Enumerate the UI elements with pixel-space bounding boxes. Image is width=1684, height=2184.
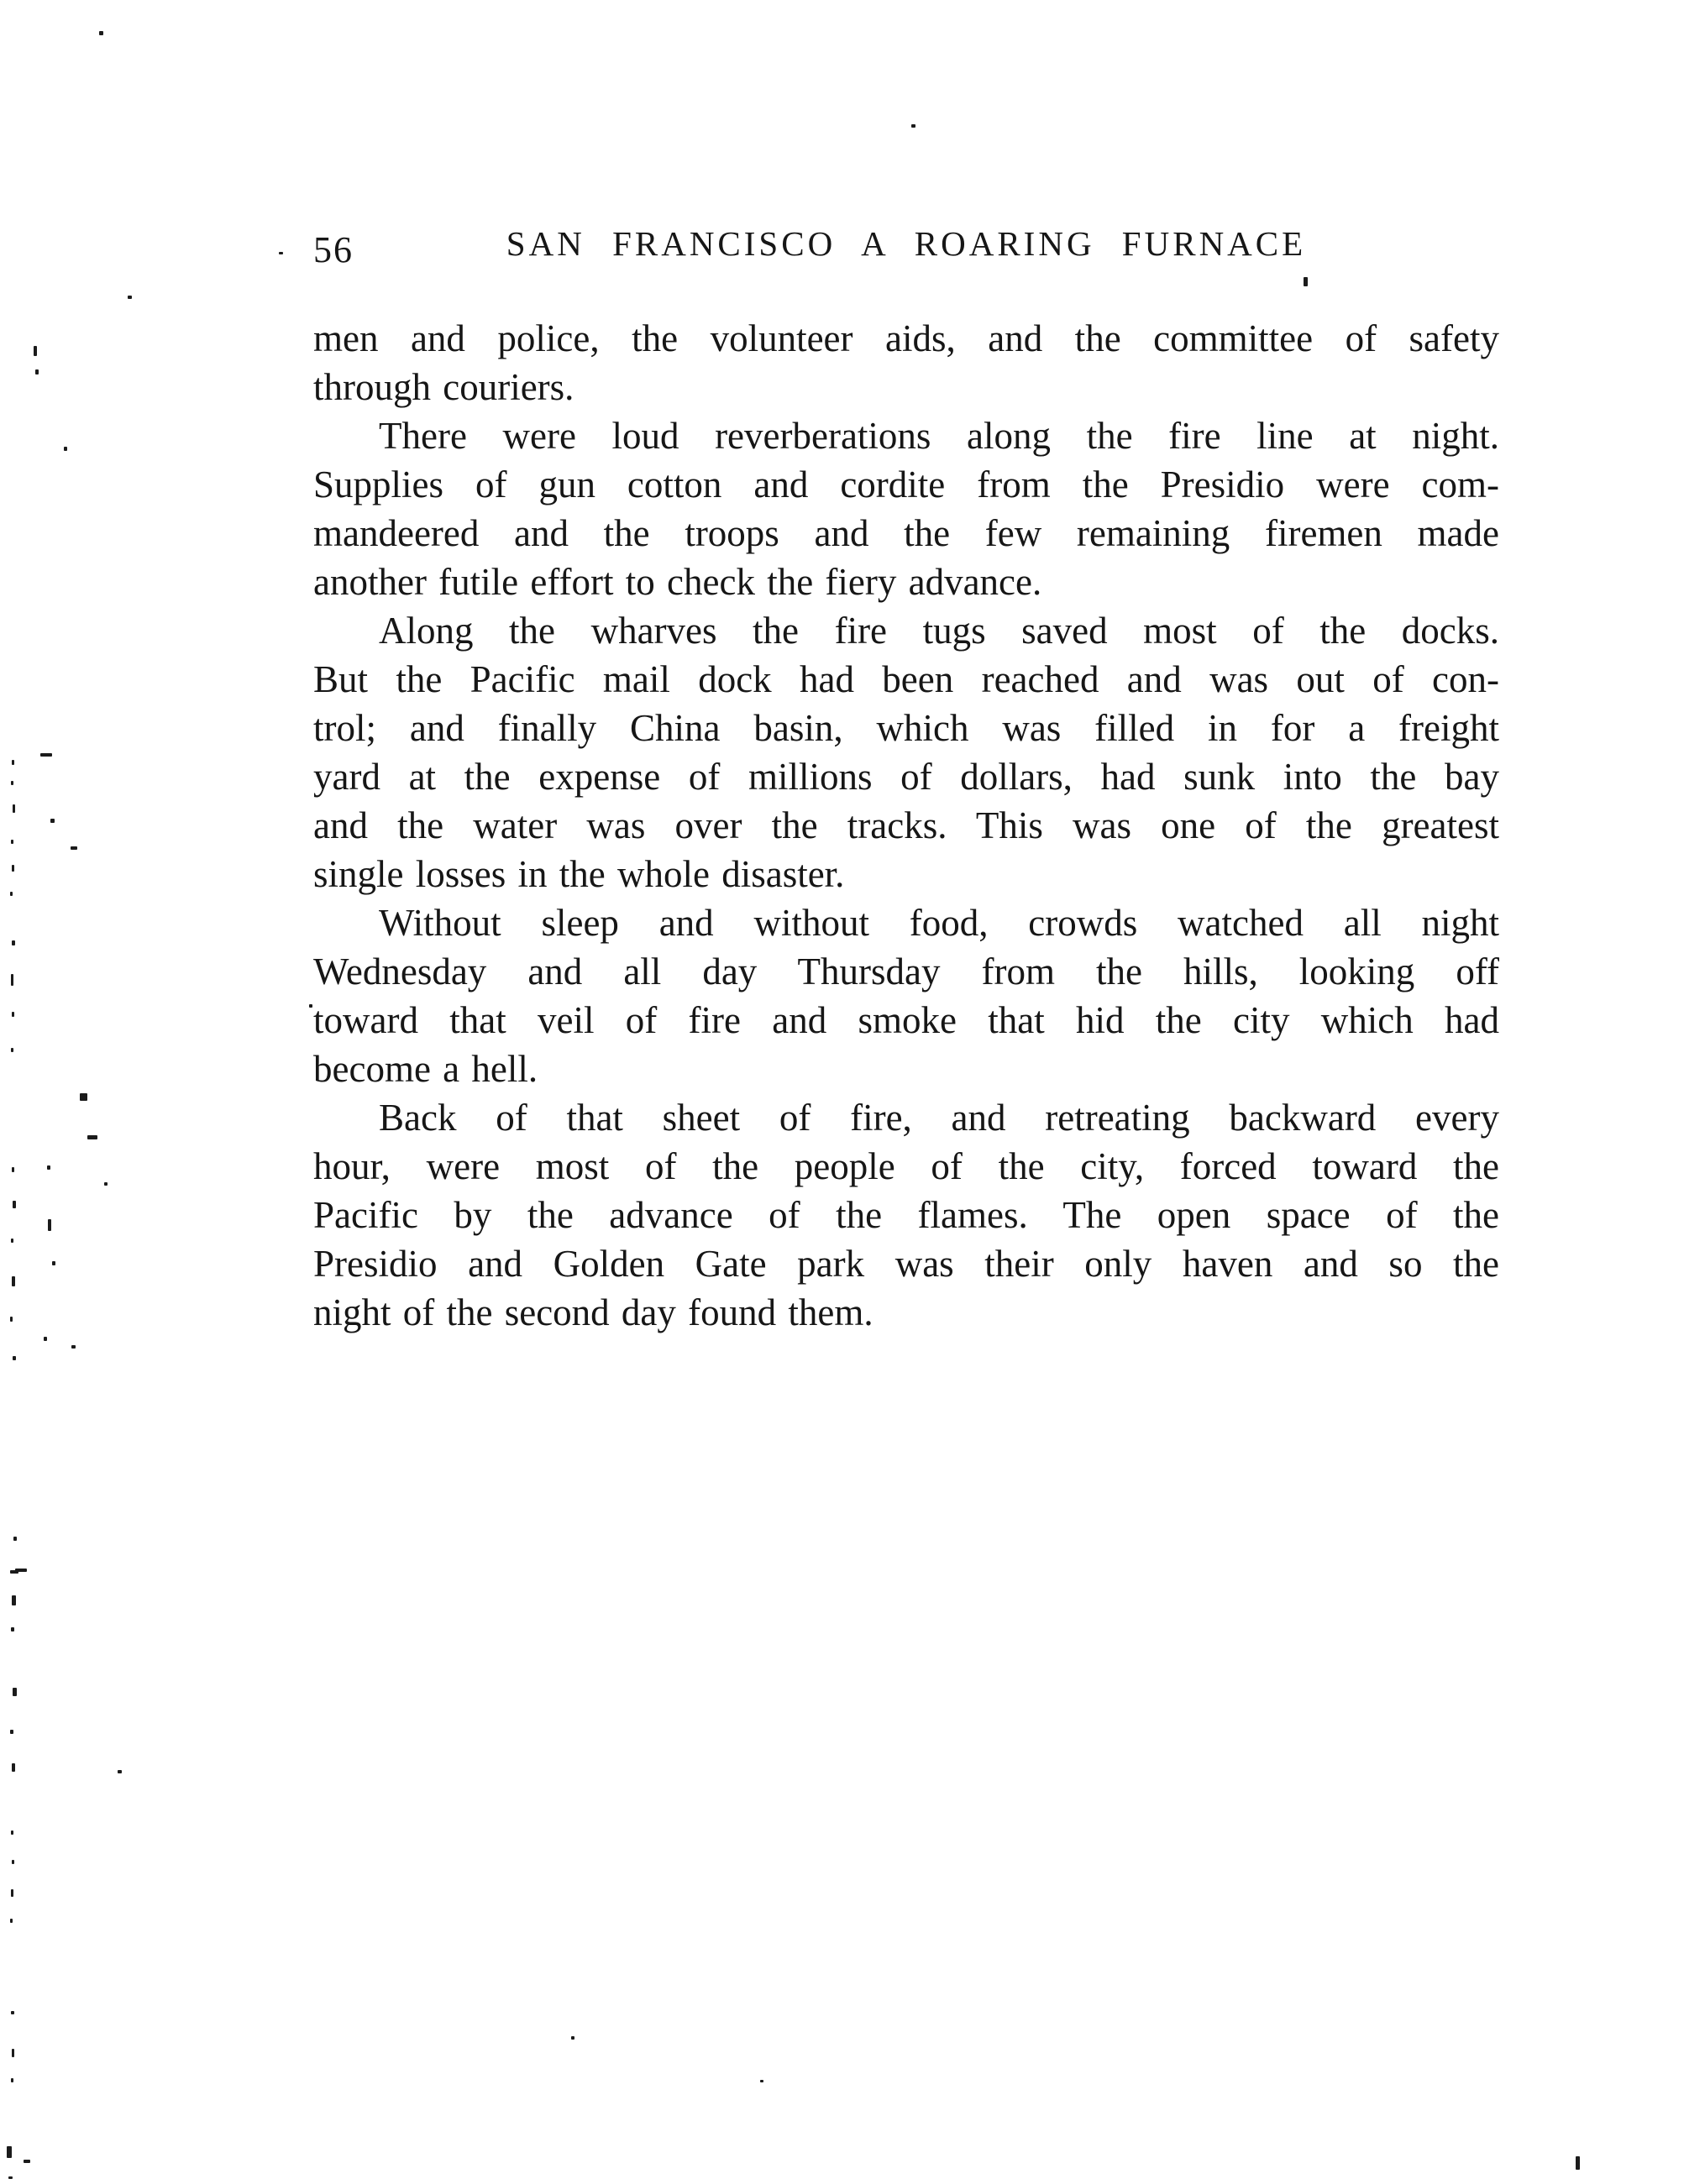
page-header xyxy=(313,223,1499,275)
scan-speckle xyxy=(15,1569,27,1572)
scan-speckle xyxy=(11,2011,14,2014)
text-line: mandeered and the troops and the few remaining firemen made xyxy=(313,512,1499,554)
scan-speckle xyxy=(44,1337,47,1341)
scan-speckle xyxy=(12,2049,14,2057)
text-line: night of the second day found them. xyxy=(313,1291,873,1333)
text-line: Back of that sheet of fire, and retreating backward every xyxy=(379,1097,1499,1139)
scan-speckle xyxy=(12,1276,15,1286)
running-header: SAN FRANCISCO A ROARING FURNACE xyxy=(506,224,1307,263)
scan-speckle xyxy=(50,819,55,823)
scan-speckle xyxy=(1576,2156,1580,2170)
scan-speckle xyxy=(104,1182,108,1186)
scan-speckle xyxy=(11,840,13,844)
text-line: Without sleep and without food, crowds watched all night xyxy=(379,902,1499,944)
scan-speckle xyxy=(12,1167,14,1172)
scan-speckle xyxy=(11,1627,14,1631)
scan-speckle xyxy=(13,1356,16,1360)
scan-speckle xyxy=(40,753,52,757)
scan-speckle xyxy=(309,1004,312,1008)
scan-speckle xyxy=(12,1763,15,1772)
text-line: Pacific by the advance of the flames. The open space of the xyxy=(313,1194,1499,1236)
text-line: yard at the expense of millions of dollars, had sunk into the bay xyxy=(313,756,1499,798)
text-line: hour, were most of the people of the city, forced toward the xyxy=(313,1145,1499,1187)
scan-speckle xyxy=(10,1919,13,1923)
scan-speckle xyxy=(12,1860,14,1864)
scan-speckle xyxy=(8,2176,13,2179)
scan-speckle xyxy=(11,1889,13,1897)
scan-speckle xyxy=(10,1317,13,1322)
paragraph xyxy=(313,898,1499,1093)
page-body xyxy=(313,314,1499,1337)
scan-speckle xyxy=(34,346,37,356)
text-line: another futile effort to check the fiery advance. xyxy=(313,561,1042,603)
scan-speckle xyxy=(71,846,77,850)
scan-speckle xyxy=(279,252,283,254)
scan-speckle xyxy=(12,1012,14,1017)
scan-speckle xyxy=(12,865,14,872)
scan-speckle xyxy=(24,2160,30,2163)
text-line: Supplies of gun cotton and cordite from the Presidio were com- xyxy=(313,464,1499,505)
scan-speckle xyxy=(571,2036,574,2040)
scan-speckle xyxy=(35,369,39,374)
scan-speckle xyxy=(13,1688,17,1696)
scan-speckle xyxy=(13,1537,17,1541)
text-line: through couriers. xyxy=(313,366,574,408)
scan-speckle xyxy=(11,2078,13,2082)
text-line: trol; and finally China basin, which was filled in for a freight xyxy=(313,707,1499,749)
scan-speckle xyxy=(12,1595,16,1605)
text-block xyxy=(313,223,1499,1337)
scan-speckle xyxy=(87,1135,97,1139)
text-line: men and police, the volunteer aids, and the committee of safety xyxy=(313,317,1499,359)
scan-speckle xyxy=(7,2146,12,2158)
scan-speckle xyxy=(12,760,14,765)
text-line: There were loud reverberations along the fire line at night. xyxy=(379,415,1499,457)
text-line: Along the wharves the fire tugs saved most of the docks. xyxy=(379,610,1499,652)
scan-speckle xyxy=(13,1201,16,1208)
page-number: 56 xyxy=(313,229,354,270)
scan-speckle xyxy=(118,1770,122,1773)
text-line: and the water was over the tracks. This was one of the greatest xyxy=(313,804,1499,846)
scan-speckle xyxy=(10,1730,13,1734)
scan-speckle xyxy=(71,1345,76,1349)
scan-speckle xyxy=(52,1261,55,1265)
scan-speckle xyxy=(47,1165,50,1170)
text-line: Wednesday and all day Thursday from the hills, looking off xyxy=(313,951,1499,992)
scan-speckle xyxy=(11,1048,13,1052)
text-line: become a hell. xyxy=(313,1048,538,1090)
scan-speckle xyxy=(64,447,67,451)
scan-speckle xyxy=(48,1219,51,1231)
scan-speckle xyxy=(80,1093,87,1101)
text-line: But the Pacific mail dock had been reached and was out of con- xyxy=(313,658,1499,700)
paragraph xyxy=(313,411,1499,606)
scan-speckle xyxy=(128,296,132,299)
scan-speckle xyxy=(11,781,13,785)
scan-speckle xyxy=(911,124,915,128)
paragraph xyxy=(313,1093,1499,1337)
paragraph xyxy=(313,606,1499,898)
scan-speckle xyxy=(11,974,13,986)
text-line: single losses in the whole disaster. xyxy=(313,853,845,895)
scan-speckle xyxy=(11,1830,13,1835)
scan-speckle xyxy=(1304,277,1308,286)
scan-speckle xyxy=(760,2080,763,2082)
scan-speckle xyxy=(99,31,103,35)
text-line: Presidio and Golden Gate park was their only haven and so the xyxy=(313,1243,1499,1285)
scan-speckle xyxy=(11,1239,13,1243)
text-line: toward that veil of fire and smoke that hid the city which had xyxy=(313,999,1499,1041)
scan-speckle xyxy=(13,804,15,813)
paragraph xyxy=(313,314,1499,411)
scan-speckle xyxy=(12,940,15,945)
scan-speckle xyxy=(10,892,13,896)
